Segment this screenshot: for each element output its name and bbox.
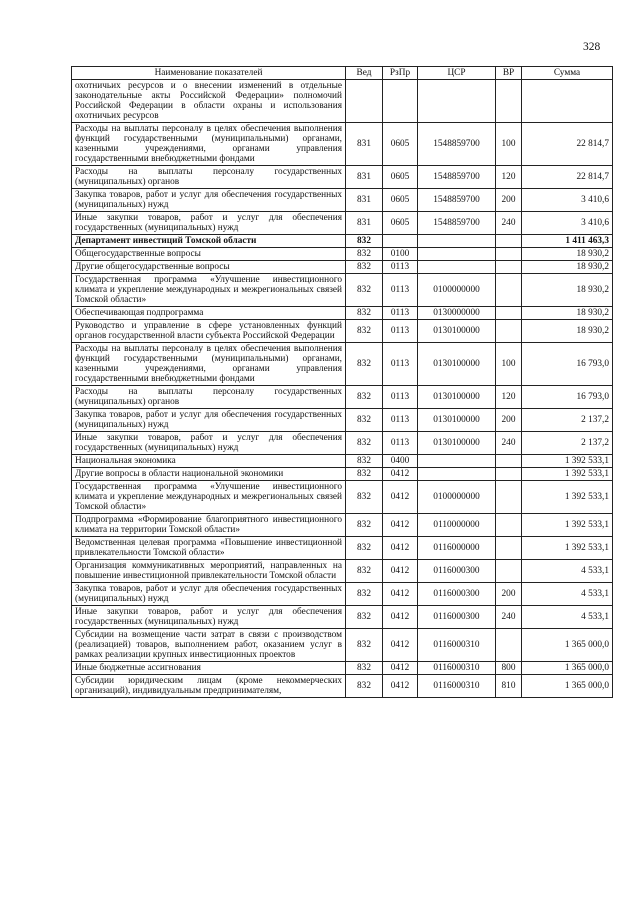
- row-rzpr-cell: 0400: [383, 455, 418, 468]
- row-vr-cell: [496, 80, 522, 123]
- row-ved-cell: 832: [346, 248, 383, 261]
- header-vr: ВР: [496, 67, 522, 80]
- row-csr-cell: 0130000000: [418, 307, 496, 320]
- table-row: [72, 514, 613, 537]
- row-rzpr-cell: 0605: [383, 212, 418, 235]
- row-vr-cell: 240: [496, 212, 522, 235]
- row-sum-cell: 18 930,2: [522, 261, 613, 274]
- table-row: [72, 606, 613, 629]
- row-sum-cell: 22 814,7: [522, 166, 613, 189]
- row-csr-cell: 0116000300: [418, 606, 496, 629]
- row-rzpr-cell: 0113: [383, 307, 418, 320]
- row-sum-cell: 1 365 000,0: [522, 675, 613, 698]
- row-ved-cell: 832: [346, 481, 383, 514]
- row-csr-cell: 0116000310: [418, 629, 496, 662]
- table-row: [72, 320, 613, 343]
- row-name-cell: Другие вопросы в области национальной экономики: [72, 468, 346, 481]
- row-vr-cell: 240: [496, 432, 522, 455]
- row-name-cell: Общегосударственные вопросы: [72, 248, 346, 261]
- row-csr-cell: 0130100000: [418, 386, 496, 409]
- row-csr-cell: 1548859700: [418, 212, 496, 235]
- row-rzpr-cell: 0412: [383, 662, 418, 675]
- row-rzpr-cell: 0113: [383, 320, 418, 343]
- header-ved: Вед: [346, 67, 383, 80]
- row-csr-cell: [418, 261, 496, 274]
- row-rzpr-cell: 0113: [383, 343, 418, 386]
- row-csr-cell: 0130100000: [418, 343, 496, 386]
- row-sum-cell: 1 365 000,0: [522, 629, 613, 662]
- row-vr-cell: 120: [496, 386, 522, 409]
- row-rzpr-cell: 0113: [383, 261, 418, 274]
- row-vr-cell: 200: [496, 583, 522, 606]
- row-vr-cell: [496, 307, 522, 320]
- row-sum-cell: 18 930,2: [522, 274, 613, 307]
- row-ved-cell: 832: [346, 343, 383, 386]
- table-row: [72, 386, 613, 409]
- row-ved-cell: 831: [346, 166, 383, 189]
- table-header-row: [72, 67, 613, 80]
- row-csr-cell: 0130100000: [418, 320, 496, 343]
- header-sum: Сумма: [522, 67, 613, 80]
- row-ved-cell: 832: [346, 235, 383, 248]
- row-vr-cell: 200: [496, 189, 522, 212]
- row-ved-cell: 832: [346, 386, 383, 409]
- row-rzpr-cell: 0412: [383, 583, 418, 606]
- header-name: Наименование показателей: [72, 67, 346, 80]
- row-vr-cell: 810: [496, 675, 522, 698]
- page-number: 328: [583, 41, 601, 53]
- row-sum-cell: [522, 80, 613, 123]
- row-ved-cell: 832: [346, 455, 383, 468]
- row-csr-cell: 0100000000: [418, 274, 496, 307]
- row-ved-cell: 831: [346, 123, 383, 166]
- budget-table: [71, 66, 613, 698]
- table-row: [72, 123, 613, 166]
- row-vr-cell: [496, 514, 522, 537]
- table-row: [72, 662, 613, 675]
- row-sum-cell: 2 137,2: [522, 432, 613, 455]
- row-name-cell: Государственная программа «Улучшение инвестиционного климата и укрепление международных и межрегиональных связей Томской области»: [72, 481, 346, 514]
- row-ved-cell: 831: [346, 212, 383, 235]
- row-csr-cell: [418, 455, 496, 468]
- row-sum-cell: 18 930,2: [522, 248, 613, 261]
- row-csr-cell: [418, 80, 496, 123]
- header-csr: ЦСР: [418, 67, 496, 80]
- table-row: [72, 343, 613, 386]
- row-vr-cell: 100: [496, 343, 522, 386]
- row-name-cell: Иные закупки товаров, работ и услуг для обеспечения государственных (муниципальных) нужд: [72, 432, 346, 455]
- row-csr-cell: 0130100000: [418, 409, 496, 432]
- row-rzpr-cell: [383, 235, 418, 248]
- row-name-cell: Государственная программа «Улучшение инвестиционного климата и укрепление международных и межрегиональных связей Томской области»: [72, 274, 346, 307]
- row-sum-cell: 18 930,2: [522, 320, 613, 343]
- row-csr-cell: 0116000300: [418, 560, 496, 583]
- table-row: [72, 274, 613, 307]
- row-sum-cell: 1 365 000,0: [522, 662, 613, 675]
- row-sum-cell: 2 137,2: [522, 409, 613, 432]
- row-csr-cell: 1548859700: [418, 166, 496, 189]
- row-csr-cell: 0116000000: [418, 537, 496, 560]
- table-row: [72, 189, 613, 212]
- row-ved-cell: 832: [346, 606, 383, 629]
- row-rzpr-cell: 0605: [383, 123, 418, 166]
- row-vr-cell: [496, 537, 522, 560]
- row-name-cell: Иные закупки товаров, работ и услуг для обеспечения государственных (муниципальных) нужд: [72, 606, 346, 629]
- table-row: [72, 212, 613, 235]
- table-row: [72, 675, 613, 698]
- row-ved-cell: 832: [346, 675, 383, 698]
- row-sum-cell: 16 793,0: [522, 343, 613, 386]
- table-row: [72, 307, 613, 320]
- row-ved-cell: 832: [346, 560, 383, 583]
- row-name-cell: Закупка товаров, работ и услуг для обеспечения государственных (муниципальных) нужд: [72, 583, 346, 606]
- row-name-cell: Расходы на выплаты персоналу государственных (муниципальных) органов: [72, 166, 346, 189]
- row-sum-cell: 1 392 533,1: [522, 514, 613, 537]
- row-sum-cell: 1 411 463,3: [522, 235, 613, 248]
- row-vr-cell: [496, 560, 522, 583]
- row-csr-cell: 1548859700: [418, 123, 496, 166]
- row-rzpr-cell: 0605: [383, 189, 418, 212]
- table-row: [72, 261, 613, 274]
- row-name-cell: Национальная экономика: [72, 455, 346, 468]
- table-row: [72, 583, 613, 606]
- table-row: [72, 481, 613, 514]
- row-name-cell: Расходы на выплаты персоналу в целях обеспечения выполнения функций государственными (муниципальными) органами, казенными учреждениями, органами управления государственными внебюджетными фондами: [72, 343, 346, 386]
- table-row: [72, 629, 613, 662]
- row-csr-cell: 0100000000: [418, 481, 496, 514]
- row-vr-cell: [496, 320, 522, 343]
- table-row: [72, 468, 613, 481]
- row-csr-cell: 0130100000: [418, 432, 496, 455]
- row-name-cell: Подпрограмма «Формирование благоприятного инвестиционного климата на территории Томской области»: [72, 514, 346, 537]
- row-name-cell: Организация коммуникативных мероприятий, направленных на повышение инвестиционной привлекательности Томской области: [72, 560, 346, 583]
- row-csr-cell: 0116000310: [418, 662, 496, 675]
- row-vr-cell: 240: [496, 606, 522, 629]
- row-sum-cell: 1 392 533,1: [522, 537, 613, 560]
- row-name-cell: Руководство и управление в сфере установленных функций органов государственной власти субъекта Российской Федерации: [72, 320, 346, 343]
- row-sum-cell: 1 392 533,1: [522, 455, 613, 468]
- row-rzpr-cell: [383, 80, 418, 123]
- header-rzpr: РзПр: [383, 67, 418, 80]
- row-vr-cell: [496, 274, 522, 307]
- row-sum-cell: 18 930,2: [522, 307, 613, 320]
- table-row: [72, 248, 613, 261]
- row-ved-cell: 832: [346, 468, 383, 481]
- row-csr-cell: [418, 468, 496, 481]
- row-vr-cell: 200: [496, 409, 522, 432]
- row-vr-cell: [496, 248, 522, 261]
- row-csr-cell: 0116000310: [418, 675, 496, 698]
- row-vr-cell: [496, 629, 522, 662]
- row-ved-cell: 832: [346, 432, 383, 455]
- row-sum-cell: 22 814,7: [522, 123, 613, 166]
- table-row: [72, 166, 613, 189]
- row-ved-cell: 832: [346, 307, 383, 320]
- table-row: [72, 455, 613, 468]
- row-ved-cell: 832: [346, 320, 383, 343]
- row-rzpr-cell: 0412: [383, 560, 418, 583]
- row-name-cell: Иные бюджетные ассигнования: [72, 662, 346, 675]
- table-body: [72, 80, 613, 698]
- row-vr-cell: 120: [496, 166, 522, 189]
- row-name-cell: Субсидии юридическим лицам (кроме некоммерческих организаций), индивидуальным предпринимателям,: [72, 675, 346, 698]
- row-name-cell: Субсидии на возмещение части затрат в связи с производством (реализацией) товаров, выполнением работ, оказанием услуг в рамках реализации крупных инвестиционных проектов: [72, 629, 346, 662]
- row-sum-cell: 3 410,6: [522, 212, 613, 235]
- table-row: [72, 409, 613, 432]
- row-vr-cell: [496, 481, 522, 514]
- row-ved-cell: 832: [346, 274, 383, 307]
- row-sum-cell: 3 410,6: [522, 189, 613, 212]
- row-name-cell: Расходы на выплаты персоналу государственных (муниципальных) органов: [72, 386, 346, 409]
- row-sum-cell: 1 392 533,1: [522, 468, 613, 481]
- row-name-cell: Закупка товаров, работ и услуг для обеспечения государственных (муниципальных) нужд: [72, 189, 346, 212]
- row-ved-cell: 832: [346, 409, 383, 432]
- row-name-cell: Расходы на выплаты персоналу в целях обеспечения выполнения функций государственными (муниципальными) органами, казенными учреждениями, органами управления государственными внебюджетными фондами: [72, 123, 346, 166]
- row-sum-cell: 4 533,1: [522, 560, 613, 583]
- table-row: [72, 235, 613, 248]
- row-csr-cell: 1548859700: [418, 189, 496, 212]
- row-rzpr-cell: 0412: [383, 468, 418, 481]
- row-name-cell: Ведомственная целевая программа «Повышение инвестиционной привлекательности Томской области»: [72, 537, 346, 560]
- row-sum-cell: 4 533,1: [522, 583, 613, 606]
- row-csr-cell: 0110000000: [418, 514, 496, 537]
- row-rzpr-cell: 0412: [383, 481, 418, 514]
- row-csr-cell: [418, 248, 496, 261]
- row-rzpr-cell: 0605: [383, 166, 418, 189]
- row-vr-cell: 800: [496, 662, 522, 675]
- row-ved-cell: 832: [346, 537, 383, 560]
- row-sum-cell: 16 793,0: [522, 386, 613, 409]
- table-row: [72, 537, 613, 560]
- row-ved-cell: 832: [346, 583, 383, 606]
- row-ved-cell: 832: [346, 261, 383, 274]
- row-ved-cell: 832: [346, 629, 383, 662]
- row-rzpr-cell: 0100: [383, 248, 418, 261]
- row-ved-cell: 832: [346, 662, 383, 675]
- row-name-cell: Обеспечивающая подпрограмма: [72, 307, 346, 320]
- row-rzpr-cell: 0113: [383, 409, 418, 432]
- row-rzpr-cell: 0412: [383, 675, 418, 698]
- table-row: [72, 560, 613, 583]
- row-name-cell: Другие общегосударственные вопросы: [72, 261, 346, 274]
- row-vr-cell: [496, 455, 522, 468]
- row-name-cell: Департамент инвестиций Томской области: [72, 235, 346, 248]
- row-rzpr-cell: 0113: [383, 274, 418, 307]
- row-rzpr-cell: 0412: [383, 537, 418, 560]
- row-name-cell: Закупка товаров, работ и услуг для обеспечения государственных (муниципальных) нужд: [72, 409, 346, 432]
- table-row: [72, 80, 613, 123]
- row-rzpr-cell: 0113: [383, 432, 418, 455]
- row-csr-cell: [418, 235, 496, 248]
- row-vr-cell: [496, 468, 522, 481]
- row-name-cell: охотничьих ресурсов и о внесении изменений в отдельные законодательные акты Российской Федерации» полномочий Российской Федерации в области охраны и использования охотничьих ресурсов: [72, 80, 346, 123]
- row-sum-cell: 4 533,1: [522, 606, 613, 629]
- row-rzpr-cell: 0113: [383, 386, 418, 409]
- row-csr-cell: 0116000300: [418, 583, 496, 606]
- row-name-cell: Иные закупки товаров, работ и услуг для обеспечения государственных (муниципальных) нужд: [72, 212, 346, 235]
- row-vr-cell: [496, 261, 522, 274]
- row-ved-cell: 831: [346, 189, 383, 212]
- row-rzpr-cell: 0412: [383, 629, 418, 662]
- row-rzpr-cell: 0412: [383, 606, 418, 629]
- row-sum-cell: 1 392 533,1: [522, 481, 613, 514]
- row-ved-cell: [346, 80, 383, 123]
- table-row: [72, 432, 613, 455]
- row-rzpr-cell: 0412: [383, 514, 418, 537]
- row-ved-cell: 832: [346, 514, 383, 537]
- row-vr-cell: 100: [496, 123, 522, 166]
- row-vr-cell: [496, 235, 522, 248]
